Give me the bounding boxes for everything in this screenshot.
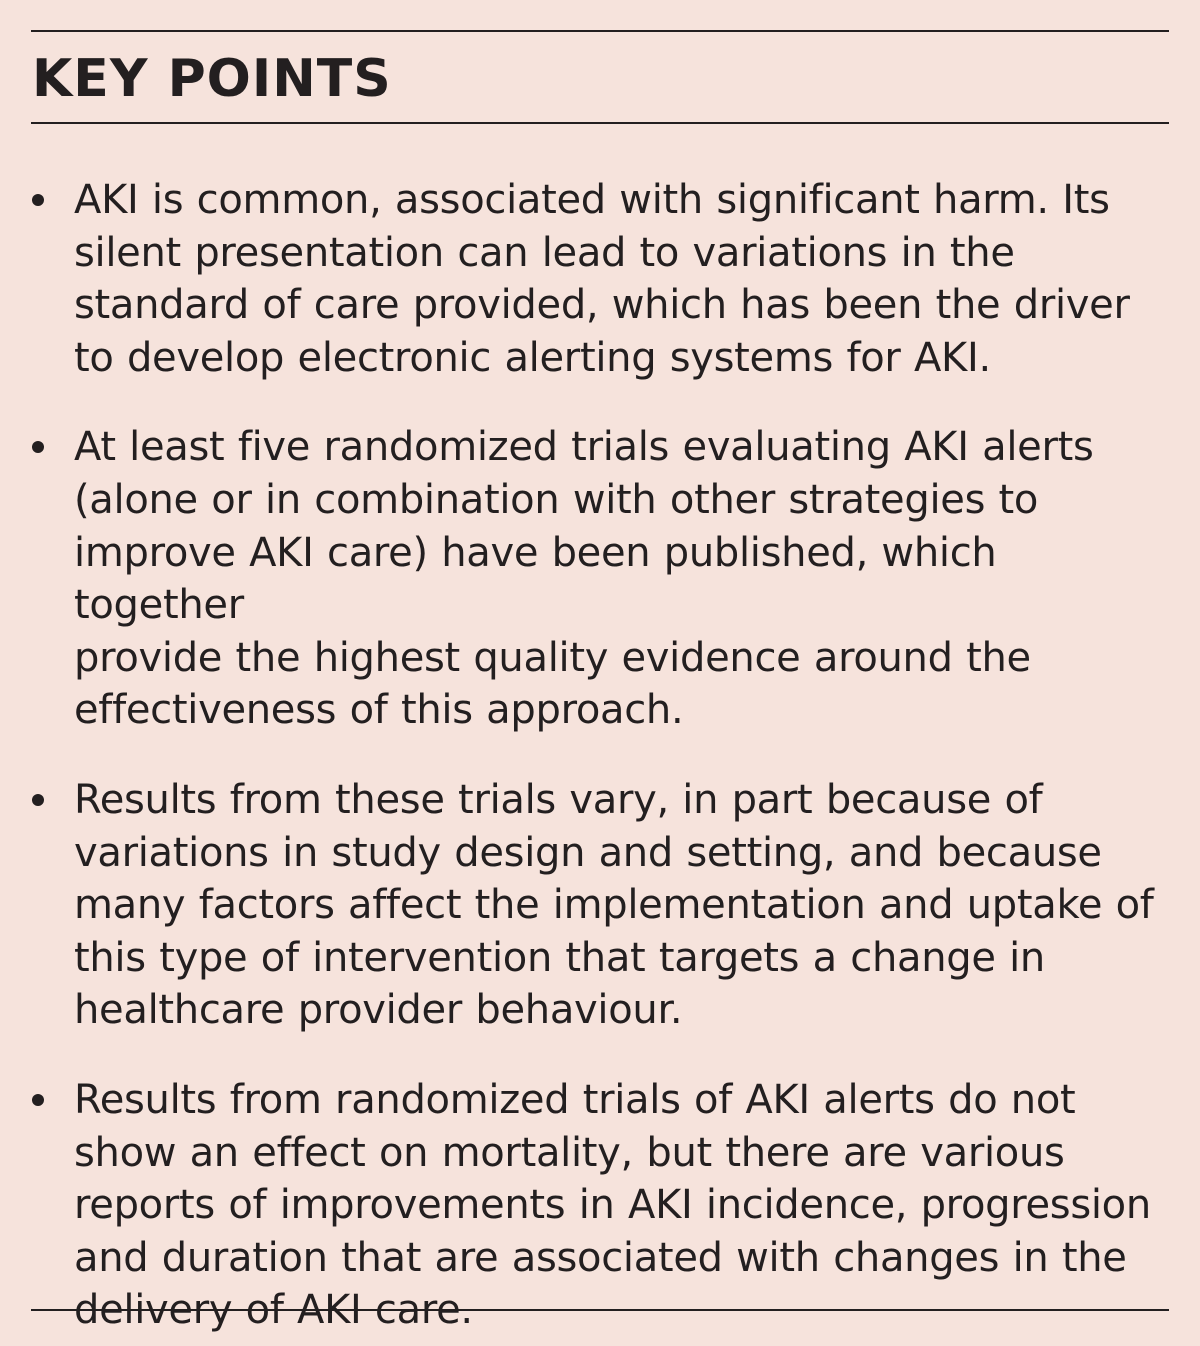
bottom-rule [31, 1309, 1169, 1311]
key-point-line: silent presentation can lead to variations in the [74, 229, 1015, 276]
key-point-line: healthcare provider behaviour. [74, 987, 683, 1034]
key-point-line: this type of intervention that targets a change in [74, 934, 1045, 981]
title-rule [31, 122, 1169, 124]
bullet-icon [32, 194, 44, 206]
key-point-line: and duration that are associated with changes in the [74, 1234, 1127, 1281]
key-point-line: provide the highest quality evidence around the [74, 634, 1031, 681]
key-point-line: (alone or in combination with other strategies to [74, 476, 1039, 523]
key-point-line: show an effect on mortality, but there are various [74, 1129, 1065, 1176]
key-point-line: reports of improvements in AKI incidence, progression [74, 1182, 1151, 1229]
key-point-line: AKI is common, associated with significant harm. Its [74, 177, 1110, 223]
key-point-line: effectiveness of this approach. [74, 687, 684, 734]
key-point-line: Results from randomized trials of AKI alerts do not [74, 1076, 1076, 1123]
bullet-icon [32, 1094, 44, 1106]
key-point-line: improve AKI care) have been published, which together [74, 529, 997, 629]
key-point-3 [32, 774, 1172, 1037]
box-title: KEY POINTS [32, 49, 392, 109]
key-point-line: Results from these trials vary, in part because of [74, 776, 1043, 823]
key-point-line: to develop electronic alerting systems for AKI. [74, 334, 991, 381]
key-point-1 [32, 174, 1172, 384]
key-point-2 [32, 421, 1172, 737]
key-point-line: many factors affect the implementation and uptake of [74, 882, 1154, 929]
key-point-line: standard of care provided, which has been the driver [74, 282, 1130, 329]
top-rule [31, 30, 1169, 32]
bullet-icon [32, 794, 44, 806]
key-point-line: variations in study design and setting, and because [74, 829, 1102, 876]
key-points-list [32, 174, 1172, 1337]
bullet-icon [32, 441, 44, 453]
key-point-4 [32, 1074, 1172, 1337]
key-point-line: At least five randomized trials evaluating AKI alerts [74, 424, 1094, 471]
key-point-line: delivery of AKI care. [74, 1287, 473, 1334]
